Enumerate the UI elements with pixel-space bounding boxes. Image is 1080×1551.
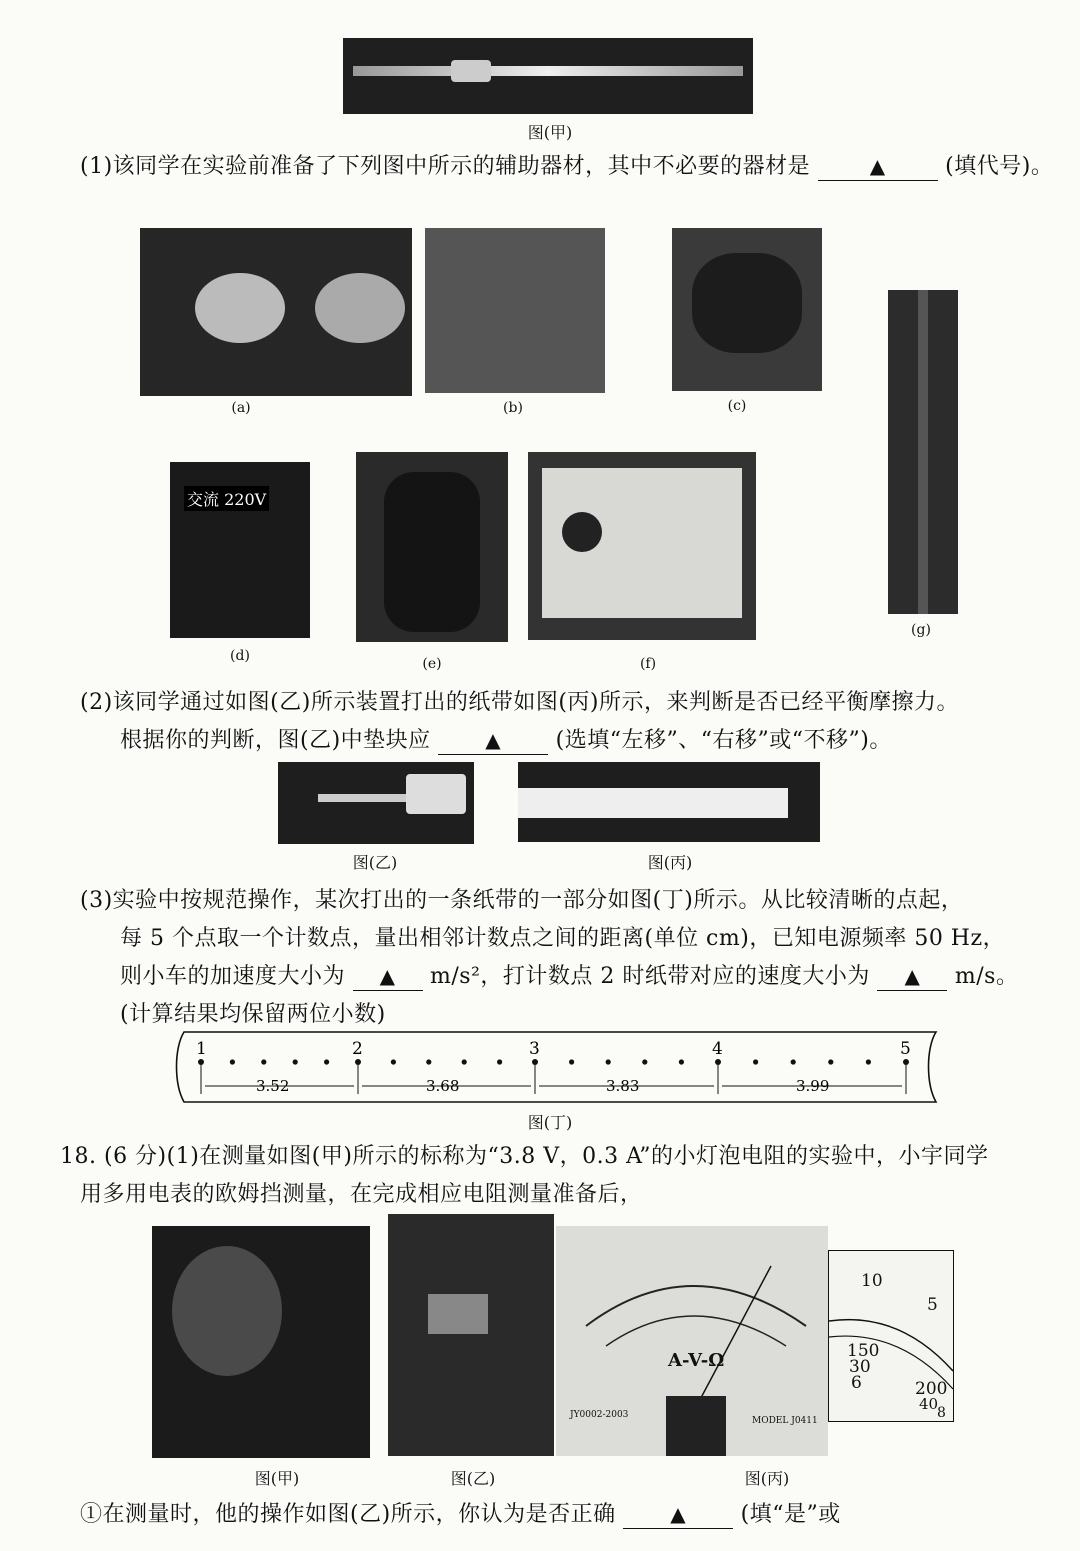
equipment-b-photo (425, 228, 605, 393)
equipment-f-photo (528, 452, 756, 640)
zoom-tick-8: 8 (937, 1405, 946, 1421)
equipment-g-label: (g) (911, 622, 931, 638)
figure-jia-top-photo (343, 38, 753, 114)
q18-1-text: ①在测量时，他的操作如图(乙)所示，你认为是否正确 (80, 1502, 616, 1527)
q1-text: (1)该同学在实验前准备了下列图中所示的辅助器材，其中不必要的器材是 (80, 154, 811, 179)
q3-unit1: m/s²，打计数点 2 时纸带对应的速度大小为 (430, 964, 870, 989)
tape-dot (391, 1059, 396, 1064)
zoom-tick-40: 40 (919, 1395, 939, 1413)
equipment-d-photo (170, 462, 310, 638)
q1-answer-blank[interactable]: ▲ (818, 153, 938, 181)
equipment-g-photo (888, 290, 958, 614)
question-3 (80, 882, 1060, 1034)
tape-dot (230, 1059, 235, 1064)
question-2 (80, 684, 1060, 760)
tape-dot (261, 1059, 266, 1064)
tape-distance-4-5: 3.99 (796, 1077, 830, 1095)
tape-dot (293, 1059, 298, 1064)
equipment-f-label: (f) (639, 656, 657, 672)
meter-serial: JY0002-2003 (570, 1410, 629, 1420)
tape-dot (828, 1059, 833, 1064)
figure-jia-bottom-caption: 图(甲) (254, 1469, 300, 1488)
tape-point-2: 2 (352, 1039, 363, 1059)
zoom-tick-200: 200 (915, 1379, 948, 1399)
bulb-photo (152, 1226, 370, 1458)
multimeter-photo (556, 1226, 828, 1456)
question-18-part-1 (80, 1496, 1060, 1534)
tape-dot (679, 1059, 684, 1064)
tape-point-3: 3 (529, 1039, 540, 1059)
q3-unit2: m/s。 (954, 964, 1019, 989)
equipment-b-label: (b) (503, 400, 523, 416)
zoom-tick-30: 30 (849, 1357, 871, 1377)
figure-yi-bottom-caption: 图(乙) (450, 1469, 496, 1488)
tape-distance-3-4: 3.83 (606, 1077, 640, 1095)
equipment-a-label: (a) (231, 400, 251, 416)
tape-dot (642, 1059, 647, 1064)
dial-zoom-inset (828, 1250, 954, 1422)
tape-dot (866, 1059, 871, 1064)
tape-point-5: 5 (900, 1039, 911, 1059)
figure-bing-bottom-caption: 图(丙) (744, 1469, 790, 1488)
q1-tail: (填代号)。 (945, 154, 1054, 179)
tape-dot (462, 1059, 467, 1064)
zoom-tick-5: 5 (927, 1295, 938, 1315)
tape-point-4: 4 (712, 1039, 723, 1059)
tape-dot (606, 1059, 611, 1064)
tape-point-1: 1 (196, 1039, 207, 1059)
figure-yi-caption: 图(乙) (352, 853, 398, 872)
equipment-e-photo (356, 452, 508, 642)
q2-answer-blank[interactable]: ▲ (438, 727, 548, 755)
q3-line1: (3)实验中按规范操作，某次打出的一条纸带的一部分如图(丁)所示。从比较清晰的点起， (80, 888, 964, 913)
equipment-c-photo (672, 228, 822, 391)
tape-dot (791, 1059, 796, 1064)
tape-dot (753, 1059, 758, 1064)
q18-line2: 用多用电表的欧姆挡测量，在完成相应电阻测量准备后， (80, 1182, 643, 1207)
paper-tape-diagram (174, 1028, 944, 1108)
question-1 (80, 148, 1060, 186)
question-18 (60, 1138, 1060, 1214)
tape-dot (497, 1059, 502, 1064)
equipment-a-photo (140, 228, 412, 396)
q2-line1: (2)该同学通过如图(乙)所示装置打出的纸带如图(丙)所示，来判断是否已经平衡摩擦力。 (80, 690, 959, 715)
tape-dot (569, 1059, 574, 1064)
q18-line1: 18. (6 分)(1)在测量如图(甲)所示的标称为“3.8 V，0.3 A”的小灯泡电阻的实验中，小宇同学 (60, 1144, 989, 1169)
measurement-photo (388, 1214, 554, 1456)
q2-line2a: 根据你的判断，图(乙)中垫块应 (120, 728, 431, 753)
zoom-tick-150: 150 (847, 1341, 880, 1361)
equipment-d-label: (d) (230, 648, 250, 664)
tape-dot (426, 1059, 431, 1064)
meter-face-label: A-V-Ω (668, 1350, 725, 1371)
meter-model: MODEL J0411 (752, 1416, 818, 1426)
equipment-e-label: (e) (422, 656, 442, 672)
figure-ding-caption: 图(丁) (527, 1113, 573, 1132)
q3-blank-acceleration[interactable]: ▲ (353, 963, 423, 991)
tape-distance-2-3: 3.68 (426, 1077, 460, 1095)
equipment-d-panel-text: 交流 220V (184, 486, 269, 511)
tape-dot (324, 1059, 329, 1064)
figure-jia-top-caption: 图(甲) (527, 123, 573, 142)
zoom-tick-6: 6 (851, 1373, 862, 1393)
q3-blank-velocity[interactable]: ▲ (877, 963, 947, 991)
equipment-c-label: (c) (727, 398, 747, 414)
q18-1-answer-blank[interactable]: ▲ (623, 1501, 733, 1529)
q18-1-tail: (填“是”或 (740, 1502, 841, 1527)
q3-line2: 每 5 个点取一个计数点，量出相邻计数点之间的距离(单位 cm)，已知电源频率 50 Hz， (120, 926, 1006, 951)
q3-line4: (计算结果均保留两位小数) (120, 1002, 386, 1027)
figure-yi-photo (278, 762, 474, 844)
q2-line2b: (选填“左移”、“右移”或“不移”)。 (555, 728, 892, 753)
tape-distance-1-2: 3.52 (256, 1077, 290, 1095)
figure-bing-photo (518, 762, 820, 842)
figure-bing-caption: 图(丙) (647, 853, 693, 872)
zoom-tick-10: 10 (861, 1271, 883, 1291)
q3-line3a: 则小车的加速度大小为 (120, 964, 346, 989)
